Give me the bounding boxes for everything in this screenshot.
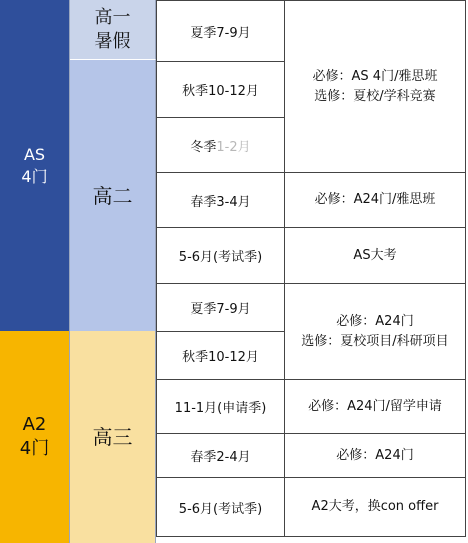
period-exam-2 <box>156 477 285 537</box>
grade-g1-line1: 高一 <box>94 6 131 28</box>
period-summer-2-label: 夏季7-9月 <box>190 302 251 317</box>
stage-a2-count: 4门 <box>19 438 50 459</box>
stage-a2-name: A2 <box>22 414 47 435</box>
course-spring2-cell <box>284 433 466 478</box>
period-spring-2 <box>156 433 285 478</box>
stage-as-count: 4门 <box>21 166 48 186</box>
course-as-elective: 选修：夏校/学科竞赛 <box>314 88 436 104</box>
period-spring-2-label: 春季2-4月 <box>190 450 251 465</box>
course-as-exam: AS大考 <box>353 247 397 263</box>
course-a2-exam: A2大考，换con offer <box>311 499 439 514</box>
period-exam-1-label: 5-6月(考试季) <box>178 250 263 265</box>
grade-g3-cell <box>70 331 156 543</box>
grade-g2-cell <box>70 60 156 331</box>
course-summer2-cell <box>284 283 466 380</box>
course-summer2-elective: 选修：夏校项目/科研项目 <box>301 333 449 349</box>
period-autumn-2 <box>156 331 285 380</box>
course-apply-cell <box>284 379 466 434</box>
period-spring-1-label: 春季3-4月 <box>190 194 251 210</box>
grade-g3-label: 高三 <box>92 425 133 449</box>
period-autumn-1 <box>156 61 285 118</box>
grade-g1-line2: 暑假 <box>94 30 131 52</box>
course-apply-required: 必修：A24门/留学申请 <box>308 398 442 414</box>
course-as-required: 必修：AS 4门/雅思班 <box>312 68 438 84</box>
period-winter-1-months: 1-2月 <box>216 139 251 155</box>
course-summer2-required: 必修：A24门 <box>336 313 414 329</box>
stage-as-cell <box>0 0 70 331</box>
period-spring-1 <box>156 172 285 228</box>
period-winter-1 <box>156 117 285 173</box>
period-summer-1 <box>156 0 285 62</box>
period-apply <box>156 379 285 434</box>
period-summer-2 <box>156 283 285 332</box>
period-autumn-2-label: 秋季10-12月 <box>182 350 259 365</box>
stage-as-name: AS <box>23 144 46 164</box>
course-as-cell <box>284 0 466 173</box>
period-apply-label: 11-1月(申请季) <box>174 401 267 416</box>
course-a2-spring-required: 必修：A24门/雅思班 <box>314 192 436 207</box>
grade-g2-label: 高二 <box>92 183 133 208</box>
period-winter-1-label: 冬季 <box>190 139 217 155</box>
stage-a2-cell <box>0 331 70 543</box>
period-exam-2-label: 5-6月(考试季) <box>178 501 263 517</box>
grade-g1-summer-cell <box>70 0 156 60</box>
course-as-exam-cell <box>284 227 466 284</box>
period-summer-1-label: 夏季7-9月 <box>190 25 251 41</box>
course-spring2-required: 必修：A24门 <box>336 447 414 463</box>
course-a2-exam-cell <box>284 477 466 537</box>
period-exam-1 <box>156 227 285 284</box>
period-autumn-1-label: 秋季10-12月 <box>182 84 259 99</box>
course-a2-spring-cell <box>284 172 466 228</box>
